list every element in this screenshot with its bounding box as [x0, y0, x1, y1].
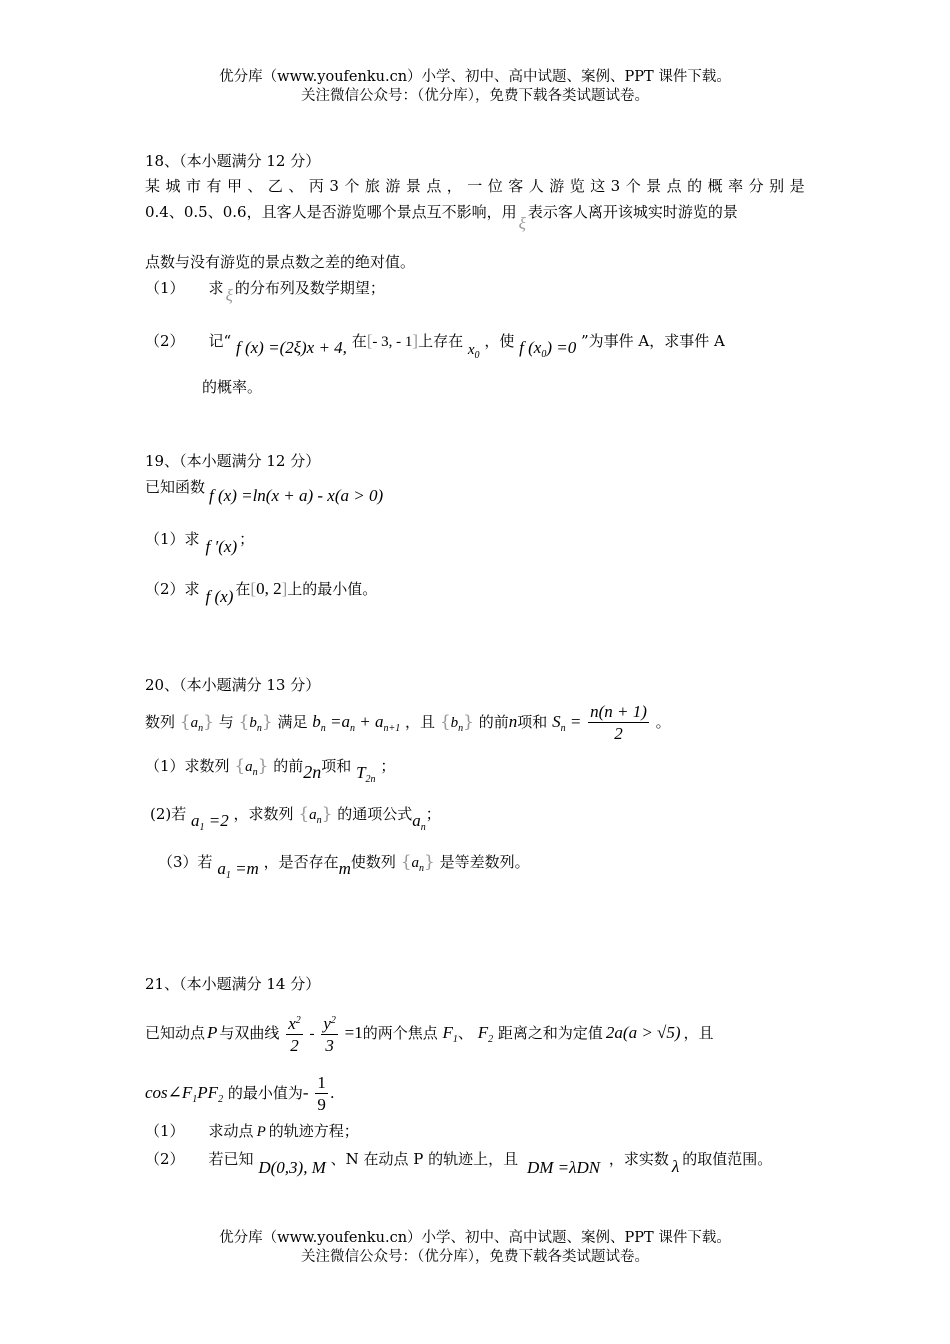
q21-line-2: $\cos\angle F_1PF_2$ 的最小值为- $\frac{1}{9}$ . [145, 1072, 335, 1114]
q18-line-3: 点数与没有游览的景点数之差的绝对值。 [145, 253, 416, 271]
q18-line-2: 0.4、0.5、0.6，且客人是否游览哪个景点互不影响，用ξ表示客人离开该城实时游览的景 [145, 203, 738, 233]
q20-part-1: （1）求数列 $\{a_n\}$ 的前2n项和 $T_{2n}$ ； [145, 756, 396, 785]
q18-title: 18、（本小题满分 12 分） [145, 152, 321, 170]
q19-part-2: （2）求 f (x) 在[0, 2]上的最小值。 [145, 579, 378, 606]
q21-part-2: （2） 若已知 D(0,3), M 、N 在动点 P 的轨迹上，且 DM =λDN ，求实数 λ 的取值范围。 [145, 1150, 773, 1177]
header-line-2: 关注微信公众号：（优分库），免费下载各类试题试卷。 [301, 88, 649, 104]
q21-part-1: （1） 求动点 P 的轨迹方程； [145, 1122, 359, 1140]
q20-part-3: （3）若 $a_1 =m$ ，是否存在m使数列 $\{a_n\}$ 是等差数列。 [158, 852, 530, 881]
q21-line-1: 已知动点 P 与双曲线 $\frac{x^2}{2}$ - $\frac{y^2}{3}$ =1的两个焦点 $F_1$、 $F_2$ 距离之和为定值 2a(a > √5) ，且 [145, 1008, 714, 1065]
footer-line-2: 关注微信公众号：（优分库），免费下载各类试题试卷。 [301, 1249, 649, 1265]
q18-part-2-cont: 的概率。 [202, 378, 263, 396]
q20-part-2: (2)若 $a_1 =2$ ，求数列 $\{a_n\}$ 的通项公式$a_n$； [150, 804, 441, 833]
header-line-1: 优分库（www.youfenku.cn）小学、初中、高中试题、案例、PPT 课件下载。 [219, 69, 731, 85]
q19-line-1: 已知函数 f (x) =ln(x + a) - x(a > 0) [145, 478, 384, 505]
q20-title: 20、（本小题满分 13 分） [145, 676, 321, 694]
q18-part-2: （2） 记“ f (x) =(2ξ)x + 4, 在[- 3, - 1]上存在 $x_0$ ，使 f $(x_0) =0$ ”为事件 A，求事件 A [145, 331, 725, 361]
q18-line-1: 某 城 市 有 甲 、 乙 、 丙 3 个 旅 游 景 点 ， 一 位 客 人 游 览 这 3 个 景 点 的 概 率 分 别 是 [145, 177, 805, 195]
q19-title: 19、（本小题满分 12 分） [145, 452, 321, 470]
footer-line-1: 优分库（www.youfenku.cn）小学、初中、高中试题、案例、PPT 课件下载。 [219, 1230, 731, 1246]
q20-line-1: 数列 $\{a_n\}$ 与 $\{b_n\}$ 满足 $b_n =a_n + a_{n+1}$ ，且 $\{b_n\}$ 的前n项和 $S_n$ = $\frac{n(n + 1)}{2}$ 。 [145, 701, 671, 743]
q18-part-1: （1） 求 ξ 的分布列及数学期望； [145, 279, 385, 305]
q21-title: 21、（本小题满分 14 分） [145, 975, 321, 993]
q19-part-1: （1）求 f ′(x) ； [145, 530, 255, 556]
